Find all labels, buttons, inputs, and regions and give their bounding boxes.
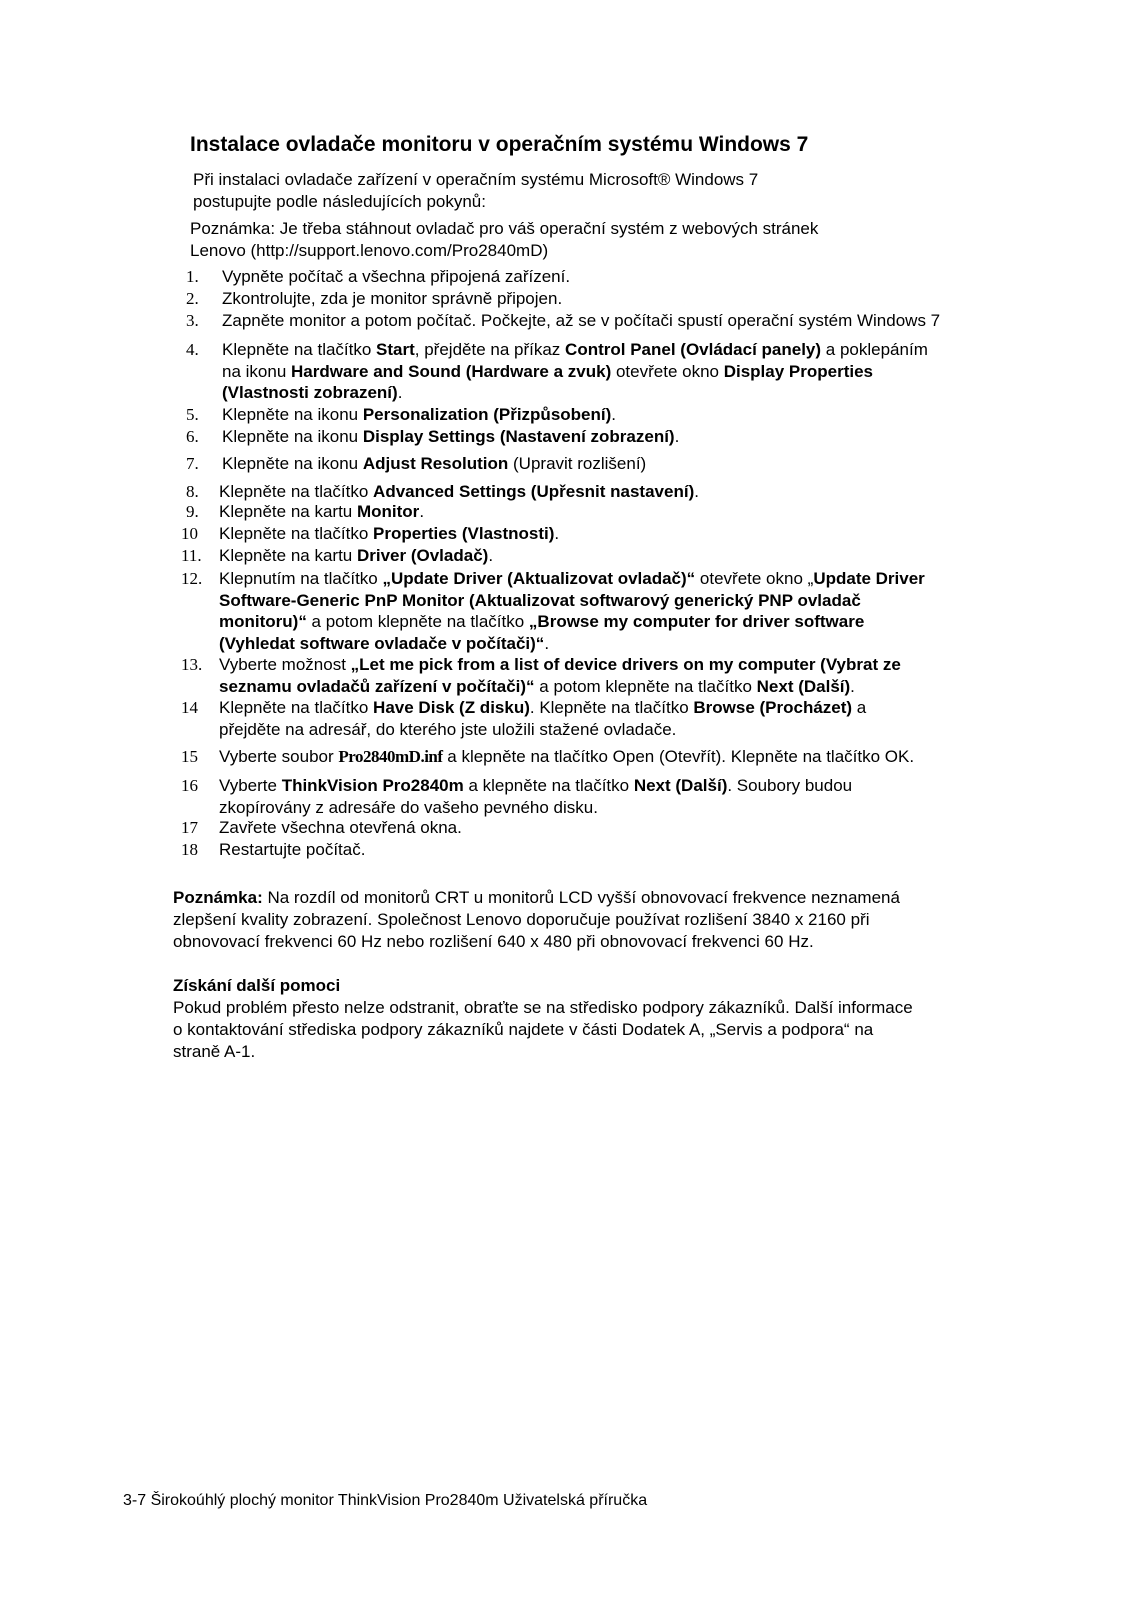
ui-term: Control Panel (Ovládací panely) [565, 340, 822, 359]
note-label: Poznámka: [173, 888, 263, 907]
step-number: 5. [186, 405, 199, 424]
step-number: 2. [186, 289, 199, 308]
help-line: o kontaktování střediska podpory zákazníků najdete v části Dodatek A, „Servis a podpora“ na [173, 1020, 874, 1039]
step-number: 10 [181, 524, 198, 543]
ui-term: Next (Další) [756, 676, 851, 696]
help-heading: Získání další pomoci [173, 976, 341, 995]
ui-term: Update Driver [813, 569, 925, 588]
ui-term: „Let me pick from a list of device drivers on my computer (Vybrat ze [350, 655, 901, 674]
step-text-line [219, 839, 365, 860]
step-number: 9. [186, 502, 199, 521]
ui-term: (Vlastnosti zobrazení) [222, 383, 398, 402]
page-title: Instalace ovladače monitoru v operačním systému Windows 7 [190, 133, 809, 156]
step-number: 3. [186, 311, 199, 330]
step-text: a [852, 698, 867, 717]
step-number: 16 [181, 776, 198, 795]
step-number: 4. [186, 340, 199, 359]
step-text: zkopírovány z adresáře do vašeho pevného disku. [219, 797, 598, 817]
step-text-line [222, 382, 402, 403]
step-text: Klepněte na tlačítko [222, 340, 377, 359]
step-text: a potom klepněte na tlačítko [534, 676, 757, 696]
intro-line: Při instalaci ovladače zařízení v operačním systému Microsoft® Windows 7 [193, 170, 759, 189]
step-text-line [219, 797, 598, 818]
step-text-line [219, 676, 855, 697]
ui-term: Next (Další) [633, 776, 728, 795]
refresh-note-line: zlepšení kvality zobrazení. Společnost Lenovo doporučuje používat rozlišení 3840 x 2160 při [173, 910, 870, 929]
refresh-note-line [173, 887, 900, 908]
step-text-line [219, 523, 559, 544]
step-number: 8. [186, 482, 199, 501]
step-number: 6. [186, 427, 199, 446]
step-text-line [219, 545, 493, 566]
step-text-line [219, 633, 549, 654]
step-text: (Upravit rozlišení) [508, 454, 647, 473]
step-text: . [850, 676, 855, 696]
step-text: Zkontrolujte, zda je monitor správně připojen. [222, 289, 563, 308]
step-text: . [544, 633, 550, 653]
step-text: . [554, 524, 560, 543]
step-text-line [219, 501, 424, 522]
step-text: , přejděte na příkaz [414, 340, 566, 359]
step-text-line [222, 266, 570, 287]
step-text: . [419, 502, 425, 521]
step-text: Klepněte na ikonu [222, 454, 363, 473]
step-text-line [219, 568, 925, 589]
step-text: . [397, 383, 403, 402]
ui-term: Display Properties [723, 361, 873, 381]
step-text-line [222, 310, 940, 331]
file-name: Pro2840mD.inf [338, 747, 443, 766]
help-line: straně A-1. [173, 1042, 256, 1061]
step-text: Vyberte [219, 776, 282, 795]
page-footer: 3-7 Širokoúhlý plochý monitor ThinkVision Pro2840m Uživatelská příručka [123, 1492, 648, 1509]
step-text-line [219, 481, 699, 502]
ui-term: Hardware and Sound (Hardware a zvuk) [291, 361, 612, 381]
ui-term: Monitor [356, 502, 420, 521]
step-text: . Soubory budou [727, 776, 853, 795]
step-text: Vypněte počítač a všechna připojená zařízení. [222, 267, 571, 286]
step-text: přejděte na adresář, do kterého jste uložili stažené ovladače. [219, 719, 677, 739]
step-text: Klepnutím na tlačítko [219, 569, 383, 588]
note-text: Na rozdíl od monitorů CRT u monitorů LCD vyšší obnovovací frekvence neznamená [262, 888, 900, 907]
step-text: Zavřete všechna otevřená okna. [219, 818, 462, 837]
step-text-line [219, 775, 852, 796]
step-number: 1. [186, 267, 199, 286]
step-text: na ikonu [222, 361, 291, 381]
step-text-line [219, 697, 866, 718]
step-number: 13. [181, 655, 203, 674]
ui-term: Software-Generic PnP Monitor (Aktualizovat softwarový generický PNP ovladač [219, 590, 861, 610]
ui-term: monitoru)“ [219, 612, 307, 631]
step-text: a klepněte na tlačítko Open (Otevřít). Klepněte na tlačítko OK. [442, 747, 915, 766]
intro-line: postupujte podle následujících pokynů: [193, 192, 486, 211]
step-text-line [222, 361, 873, 382]
step-number: 12. [181, 569, 203, 588]
step-text: . [694, 482, 699, 501]
step-text-line [219, 611, 864, 632]
download-note-line: Lenovo (http://support.lenovo.com/Pro2840mD) [190, 241, 549, 260]
step-text: Vyberte možnost [219, 655, 351, 674]
ui-term: Display Settings (Nastavení zobrazení) [362, 427, 675, 446]
step-text: Vyberte soubor [219, 747, 339, 766]
step-text-line [222, 404, 616, 425]
step-text: . [674, 427, 680, 446]
step-text: . Klepněte na tlačítko [529, 698, 694, 717]
download-note-line: Poznámka: Je třeba stáhnout ovladač pro váš operační systém z webových stránek [190, 219, 819, 238]
step-text: a poklepáním [821, 340, 928, 359]
step-text-line [219, 719, 676, 740]
ui-term: Personalization (Přizpůsobení) [362, 405, 612, 424]
ui-term: Start [376, 340, 415, 359]
ui-term: Properties (Vlastnosti) [373, 524, 555, 543]
step-number: 7. [186, 454, 199, 473]
step-text-line [222, 453, 646, 474]
step-text-line [219, 654, 901, 675]
step-text: Klepněte na tlačítko [219, 698, 374, 717]
step-text: Klepněte na ikonu [222, 427, 363, 446]
ui-term: Browse (Procházet) [693, 698, 853, 717]
step-text-line [219, 817, 462, 838]
step-number: 14 [181, 698, 198, 717]
step-text: otevřete okno [611, 361, 724, 381]
step-text: . [611, 405, 616, 424]
step-number: 18 [181, 840, 198, 859]
step-text-line [219, 590, 861, 611]
ui-term: seznamu ovladačů zařízení v počítači)“ [219, 676, 535, 696]
step-text: Zapněte monitor a potom počítač. Počkejte, až se v počítači spustí operační systém Windows 7 [222, 311, 941, 330]
step-text: . [488, 546, 494, 565]
step-text: otevřete okno „ [695, 569, 814, 588]
step-text: Restartujte počítač. [219, 840, 366, 859]
step-text-line [222, 426, 679, 447]
ui-term: „Browse my computer for driver software [528, 612, 865, 631]
step-text-line [222, 339, 928, 360]
step-text: Klepněte na kartu [219, 546, 357, 565]
step-text: Klepněte na ikonu [222, 405, 363, 424]
step-text: a potom klepněte na tlačítko [306, 612, 529, 631]
ui-term: Adjust Resolution [362, 454, 509, 473]
ui-term: Advanced Settings (Upřesnit nastavení) [373, 482, 695, 501]
ui-term: „Update Driver (Aktualizovat ovladač)“ [382, 569, 696, 588]
step-text: Klepněte na kartu [219, 502, 357, 521]
step-number: 17 [181, 818, 198, 837]
ui-term: Driver (Ovladač) [356, 546, 489, 565]
step-text-line [222, 288, 562, 309]
help-line: Pokud problém přesto nelze odstranit, obraťte se na středisko podpory zákazníků. Další informace [173, 998, 913, 1017]
ui-term: Have Disk (Z disku) [373, 698, 530, 717]
step-text: a klepněte na tlačítko [463, 776, 634, 795]
step-number: 15 [181, 747, 198, 766]
step-text-line [219, 746, 914, 767]
ui-term: ThinkVision Pro2840m [281, 776, 464, 795]
step-text: Klepněte na tlačítko [219, 524, 374, 543]
step-text: Klepněte na tlačítko [219, 482, 374, 501]
step-number: 11. [181, 546, 202, 565]
ui-term: (Vyhledat software ovladače v počítači)“ [219, 633, 545, 653]
refresh-note-line: obnovovací frekvenci 60 Hz nebo rozlišení 640 x 480 při obnovovací frekvenci 60 Hz. [173, 932, 814, 951]
